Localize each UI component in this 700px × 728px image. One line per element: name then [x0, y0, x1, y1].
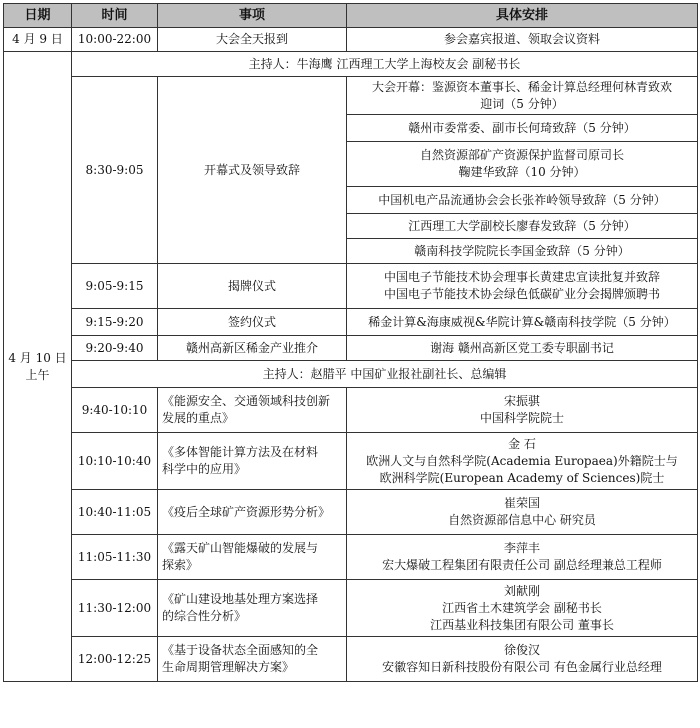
table-row: [4, 535, 698, 580]
talk-title-line: 《疫后全球矿产资源形势分析》: [162, 504, 331, 519]
time-cell: 11:30-12:00: [72, 580, 158, 637]
speaker-line: 宏大爆破工程集团有限责任公司 副总经理兼总工程师: [382, 558, 662, 572]
date-cell: [4, 52, 72, 682]
time-cell: 9:40-10:10: [72, 388, 158, 433]
talk-title-cell: [158, 490, 347, 535]
speaker-line: 自然资源部信息中心 研究员: [448, 513, 596, 527]
speaker-line: 刘献刚: [503, 583, 540, 598]
date-line: 上午: [25, 367, 50, 382]
time-cell: 9:20-9:40: [72, 336, 158, 361]
talk-title-line: 《基于设备状态全面感知的全: [162, 643, 319, 657]
detail-cell: 赣南科技学院院长李国金致辞（5 分钟）: [347, 239, 698, 264]
time-cell: 10:00-22:00: [72, 28, 158, 52]
talk-title-line: 《矿山建设地基处理方案选择: [162, 592, 319, 606]
speaker-line: 欧洲科学院(European Academy of Sciences)院士: [379, 470, 665, 485]
detail-line: 大会开幕：鉴源资本董事长、稀金计算总经理何林青致欢: [371, 79, 672, 94]
detail-cell: 稀金计算&海康威视&华院计算&赣南科技学院（5 分钟）: [347, 309, 698, 336]
speaker-line: 江西省土木建筑学会 副秘书长: [442, 600, 602, 615]
speaker-line: 徐俊汉: [503, 643, 540, 657]
detail-cell: 谢海 赣州高新区党工委专职副书记: [347, 336, 698, 361]
table-row: [4, 77, 698, 115]
time-cell: 9:05-9:15: [72, 264, 158, 309]
speaker-cell: [347, 637, 698, 682]
time-cell: 8:30-9:05: [72, 77, 158, 264]
talk-title-line: 探索》: [162, 558, 199, 572]
schedule-table: [3, 3, 698, 682]
talk-title-cell: [158, 388, 347, 433]
table-row: [4, 580, 698, 637]
speaker-cell: [347, 580, 698, 637]
speaker-line: 崔荣国: [503, 496, 540, 510]
time-cell: 10:10-10:40: [72, 433, 158, 490]
table-row: [4, 28, 698, 52]
host-cell: 主持人：牛海鹰 江西理工大学上海校友会 副秘书长: [72, 52, 698, 77]
talk-title-cell: [158, 637, 347, 682]
detail-line: 中国电子节能技术协会理事长黄建忠宣读批复并致辞: [383, 270, 660, 284]
table-row: [4, 309, 698, 336]
detail-cell: [347, 77, 698, 115]
talk-title-line: 的综合性分析》: [162, 609, 247, 623]
speaker-line: 中国科学院院士: [479, 411, 564, 425]
table-row: [4, 388, 698, 433]
speaker-line: 欧洲人文与自然科学院(Academia Europaea)外籍院士与: [366, 453, 678, 468]
detail-cell: 中国机电产品流通协会会长张祚岭领导致辞（5 分钟）: [347, 187, 698, 214]
host-cell: 主持人：赵腊平 中国矿业报社副社长、总编辑: [72, 361, 698, 388]
table-row: [4, 361, 698, 388]
speaker-line: 江西基业科技集团有限公司 董事长: [430, 617, 614, 632]
talk-title-line: 《能源安全、交通领域科技创新: [162, 394, 331, 408]
table-row: [4, 490, 698, 535]
speaker-cell: [347, 535, 698, 580]
date-cell: 4 月 9 日: [4, 28, 72, 52]
speaker-line: 金 石: [508, 436, 536, 451]
table-row: [4, 433, 698, 490]
speaker-line: 宋振骐: [503, 394, 540, 408]
detail-line: 鞠建华致辞（10 分钟）: [458, 165, 586, 179]
speaker-cell: [347, 490, 698, 535]
detail-cell: 赣州市委常委、副市长何琦致辞（5 分钟）: [347, 115, 698, 142]
talk-title-line: 《露天矿山智能爆破的发展与: [162, 541, 319, 555]
item-cell: 签约仪式: [158, 309, 347, 336]
table-row: [4, 336, 698, 361]
time-cell: 9:15-9:20: [72, 309, 158, 336]
header-time: 时间: [72, 4, 158, 28]
time-cell: 11:05-11:30: [72, 535, 158, 580]
detail-line: 迎词（5 分钟）: [480, 96, 564, 111]
speaker-line: 安徽容知日新科技股份有限公司 有色金属行业总经理: [382, 660, 662, 674]
talk-title-cell: [158, 580, 347, 637]
detail-cell: 江西理工大学副校长廖春发致辞（5 分钟）: [347, 214, 698, 239]
speaker-cell: [347, 433, 698, 490]
table-row: [4, 264, 698, 309]
time-cell: 10:40-11:05: [72, 490, 158, 535]
time-cell: 12:00-12:25: [72, 637, 158, 682]
table-row: [4, 52, 698, 77]
talk-title-line: 科学中的应用》: [162, 462, 247, 476]
item-cell: 揭牌仪式: [158, 264, 347, 309]
detail-line: 中国电子节能技术协会绿色低碳矿业分会揭牌颁聘书: [383, 287, 660, 301]
talk-title-cell: [158, 535, 347, 580]
talk-title-cell: [158, 433, 347, 490]
talk-title-line: 《多体智能计算方法及在材料: [162, 445, 319, 459]
speaker-line: 李萍丰: [503, 541, 540, 555]
item-cell: 赣州高新区稀金产业推介: [158, 336, 347, 361]
table-row: [4, 637, 698, 682]
speaker-cell: [347, 388, 698, 433]
detail-cell: [347, 264, 698, 309]
header-item: 事项: [158, 4, 347, 28]
detail-cell: [347, 142, 698, 187]
header-row: [4, 4, 698, 28]
talk-title-line: 生命周期管理解决方案》: [162, 660, 295, 674]
talk-title-line: 发展的重点》: [162, 411, 235, 425]
detail-cell: 参会嘉宾报道、领取会议资料: [347, 28, 698, 52]
date-line: 4 月 10 日: [8, 350, 67, 365]
header-detail: 具体安排: [347, 4, 698, 28]
detail-line: 自然资源部矿产资源保护监督司原司长: [419, 148, 624, 162]
item-cell: 开幕式及领导致辞: [158, 77, 347, 264]
header-date: 日期: [4, 4, 72, 28]
item-cell: 大会全天报到: [158, 28, 347, 52]
